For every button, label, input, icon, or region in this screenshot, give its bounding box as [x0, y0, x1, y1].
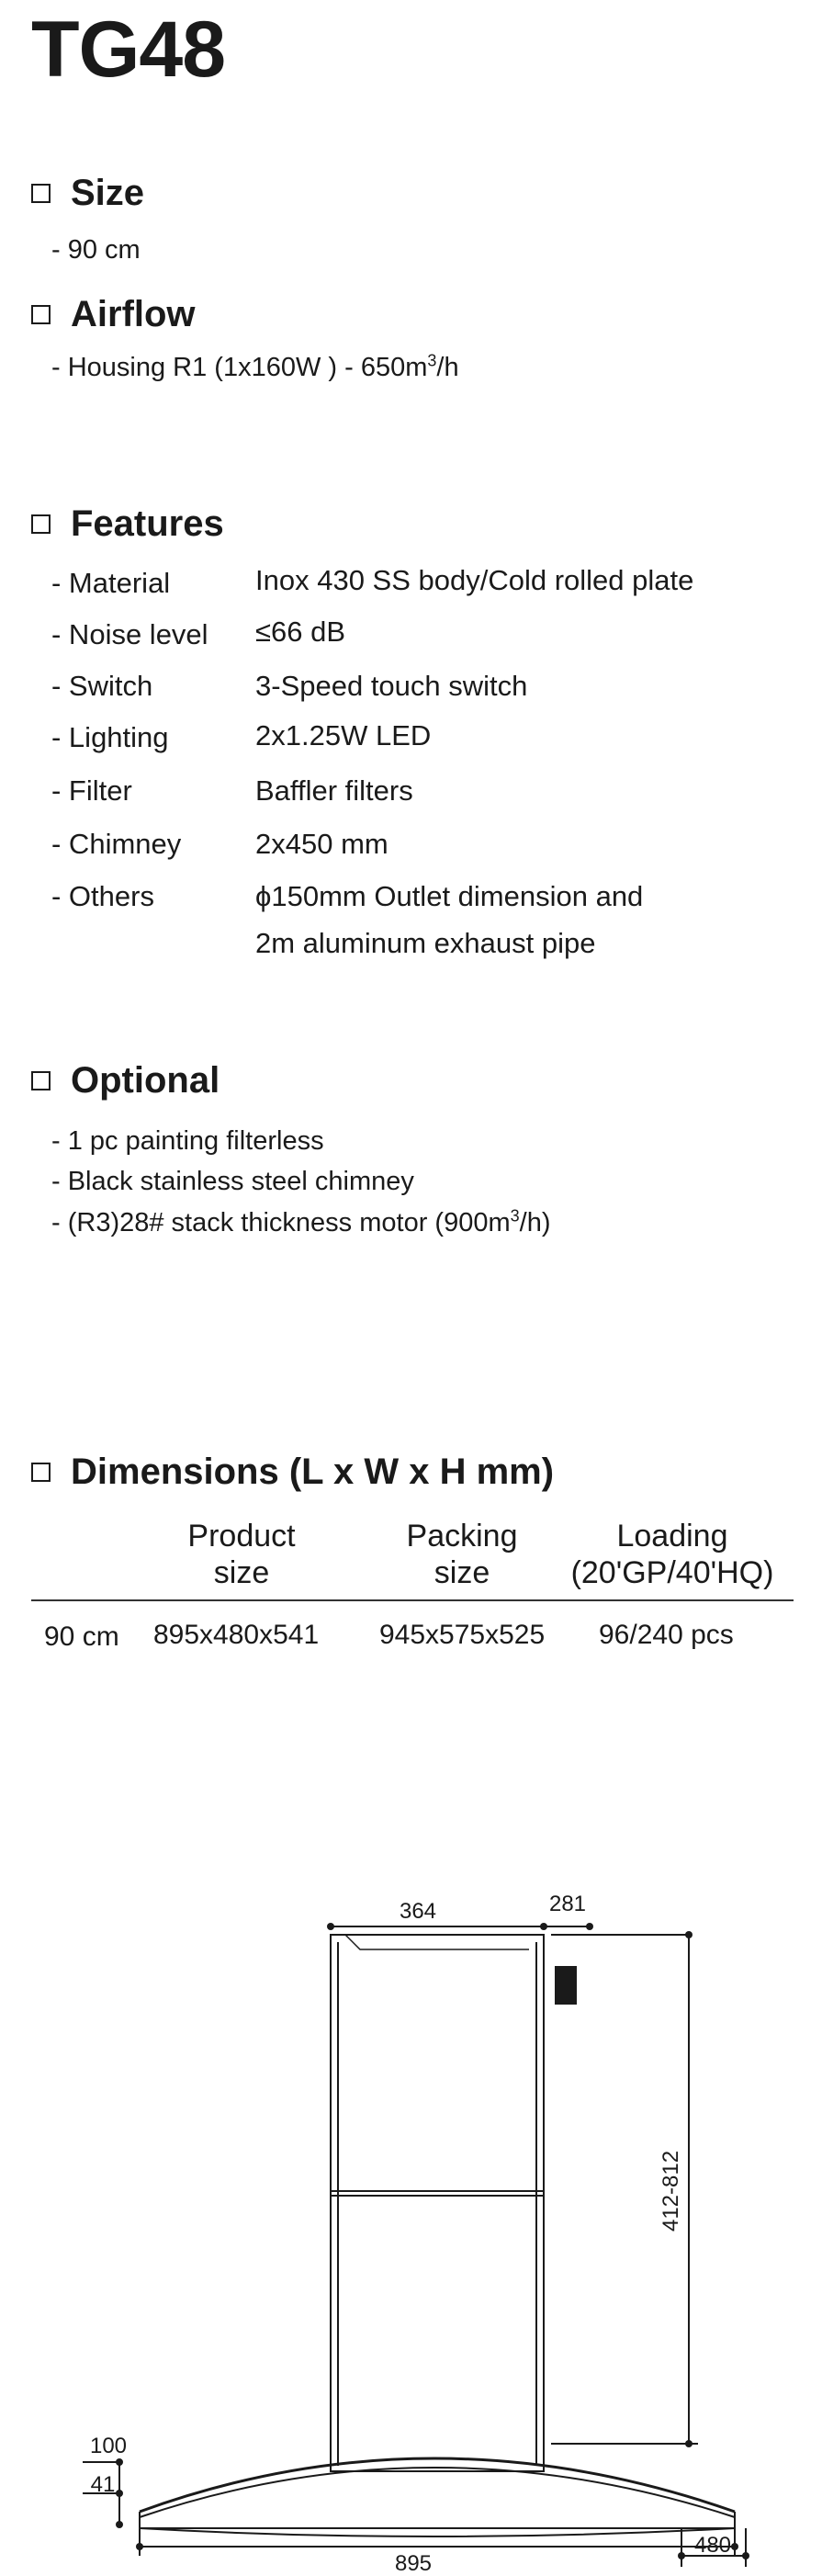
feature-label: - Material: [51, 567, 171, 599]
table-cell-loading: 96/240 pcs: [599, 1620, 734, 1650]
dim-hood-height: 100: [89, 2434, 128, 2458]
airflow-value-unit: /h: [436, 353, 459, 382]
feature-value-continued: 2m aluminum exhaust pipe: [255, 927, 596, 959]
optional-item-sup: 3: [510, 1206, 520, 1226]
header-line: Loading: [616, 1519, 728, 1554]
optional-item: - Black stainless steel chimney: [51, 1167, 414, 1196]
dim-depth: 480: [693, 2533, 732, 2558]
size-value: - 90 cm: [51, 235, 141, 265]
header-line: Packing: [406, 1519, 518, 1554]
feature-value: ϕ150mm Outlet dimension and: [255, 880, 644, 912]
dim-chimney-height: 412-812: [659, 2150, 683, 2232]
feature-value: ≤66 dB: [255, 616, 346, 648]
dim-edge-height: 41: [90, 2472, 116, 2497]
dimensions-heading-text: Dimensions (L x W x H mm): [71, 1452, 555, 1492]
feature-value: Baffler filters: [255, 774, 413, 807]
airflow-value-sup: 3: [427, 351, 437, 370]
feature-value: Inox 430 SS body/Cold rolled plate: [255, 564, 694, 596]
airflow-heading-text: Airflow: [71, 294, 196, 334]
dim-top-width: 364: [399, 1899, 437, 1924]
header-line: size: [434, 1555, 490, 1590]
table-cell-packing: 945x575x525: [379, 1620, 546, 1650]
feature-label: - Chimney: [51, 828, 182, 860]
chimney-outline: [331, 1935, 544, 2471]
feature-value: 2x450 mm: [255, 828, 388, 860]
feature-value: 2x1.25W LED: [255, 719, 432, 751]
optional-item-unit: /h): [519, 1208, 551, 1237]
size-heading-text: Size: [71, 173, 145, 213]
control-panel-icon: [555, 1966, 577, 2005]
feature-label: - Others: [51, 880, 154, 912]
table-cell-product: 895x480x541: [153, 1620, 320, 1650]
optional-heading-text: Optional: [71, 1060, 220, 1101]
feature-label: - Lighting: [51, 721, 169, 753]
hood-glass-top: [140, 2458, 735, 2512]
header-line: size: [213, 1555, 270, 1590]
optional-item: - 1 pc painting filterless: [51, 1126, 324, 1156]
feature-value: 3-Speed touch switch: [255, 670, 528, 702]
optional-item-main: - (R3)28# stack thickness motor (900m: [51, 1208, 511, 1237]
header-line: Product: [187, 1519, 296, 1554]
feature-label: - Filter: [51, 774, 132, 807]
feature-label: - Noise level: [51, 618, 208, 650]
dim-top-depth: 281: [548, 1892, 587, 1916]
feature-label: - Switch: [51, 670, 153, 702]
table-cell-size: 90 cm: [44, 1621, 119, 1652]
features-heading-text: Features: [71, 503, 224, 544]
header-line: (20'GP/40'HQ): [570, 1555, 774, 1590]
product-title: TG48: [31, 6, 226, 94]
airflow-value-main: - Housing R1 (1x160W ) - 650m: [51, 353, 428, 382]
dim-width: 895: [394, 2551, 433, 2576]
